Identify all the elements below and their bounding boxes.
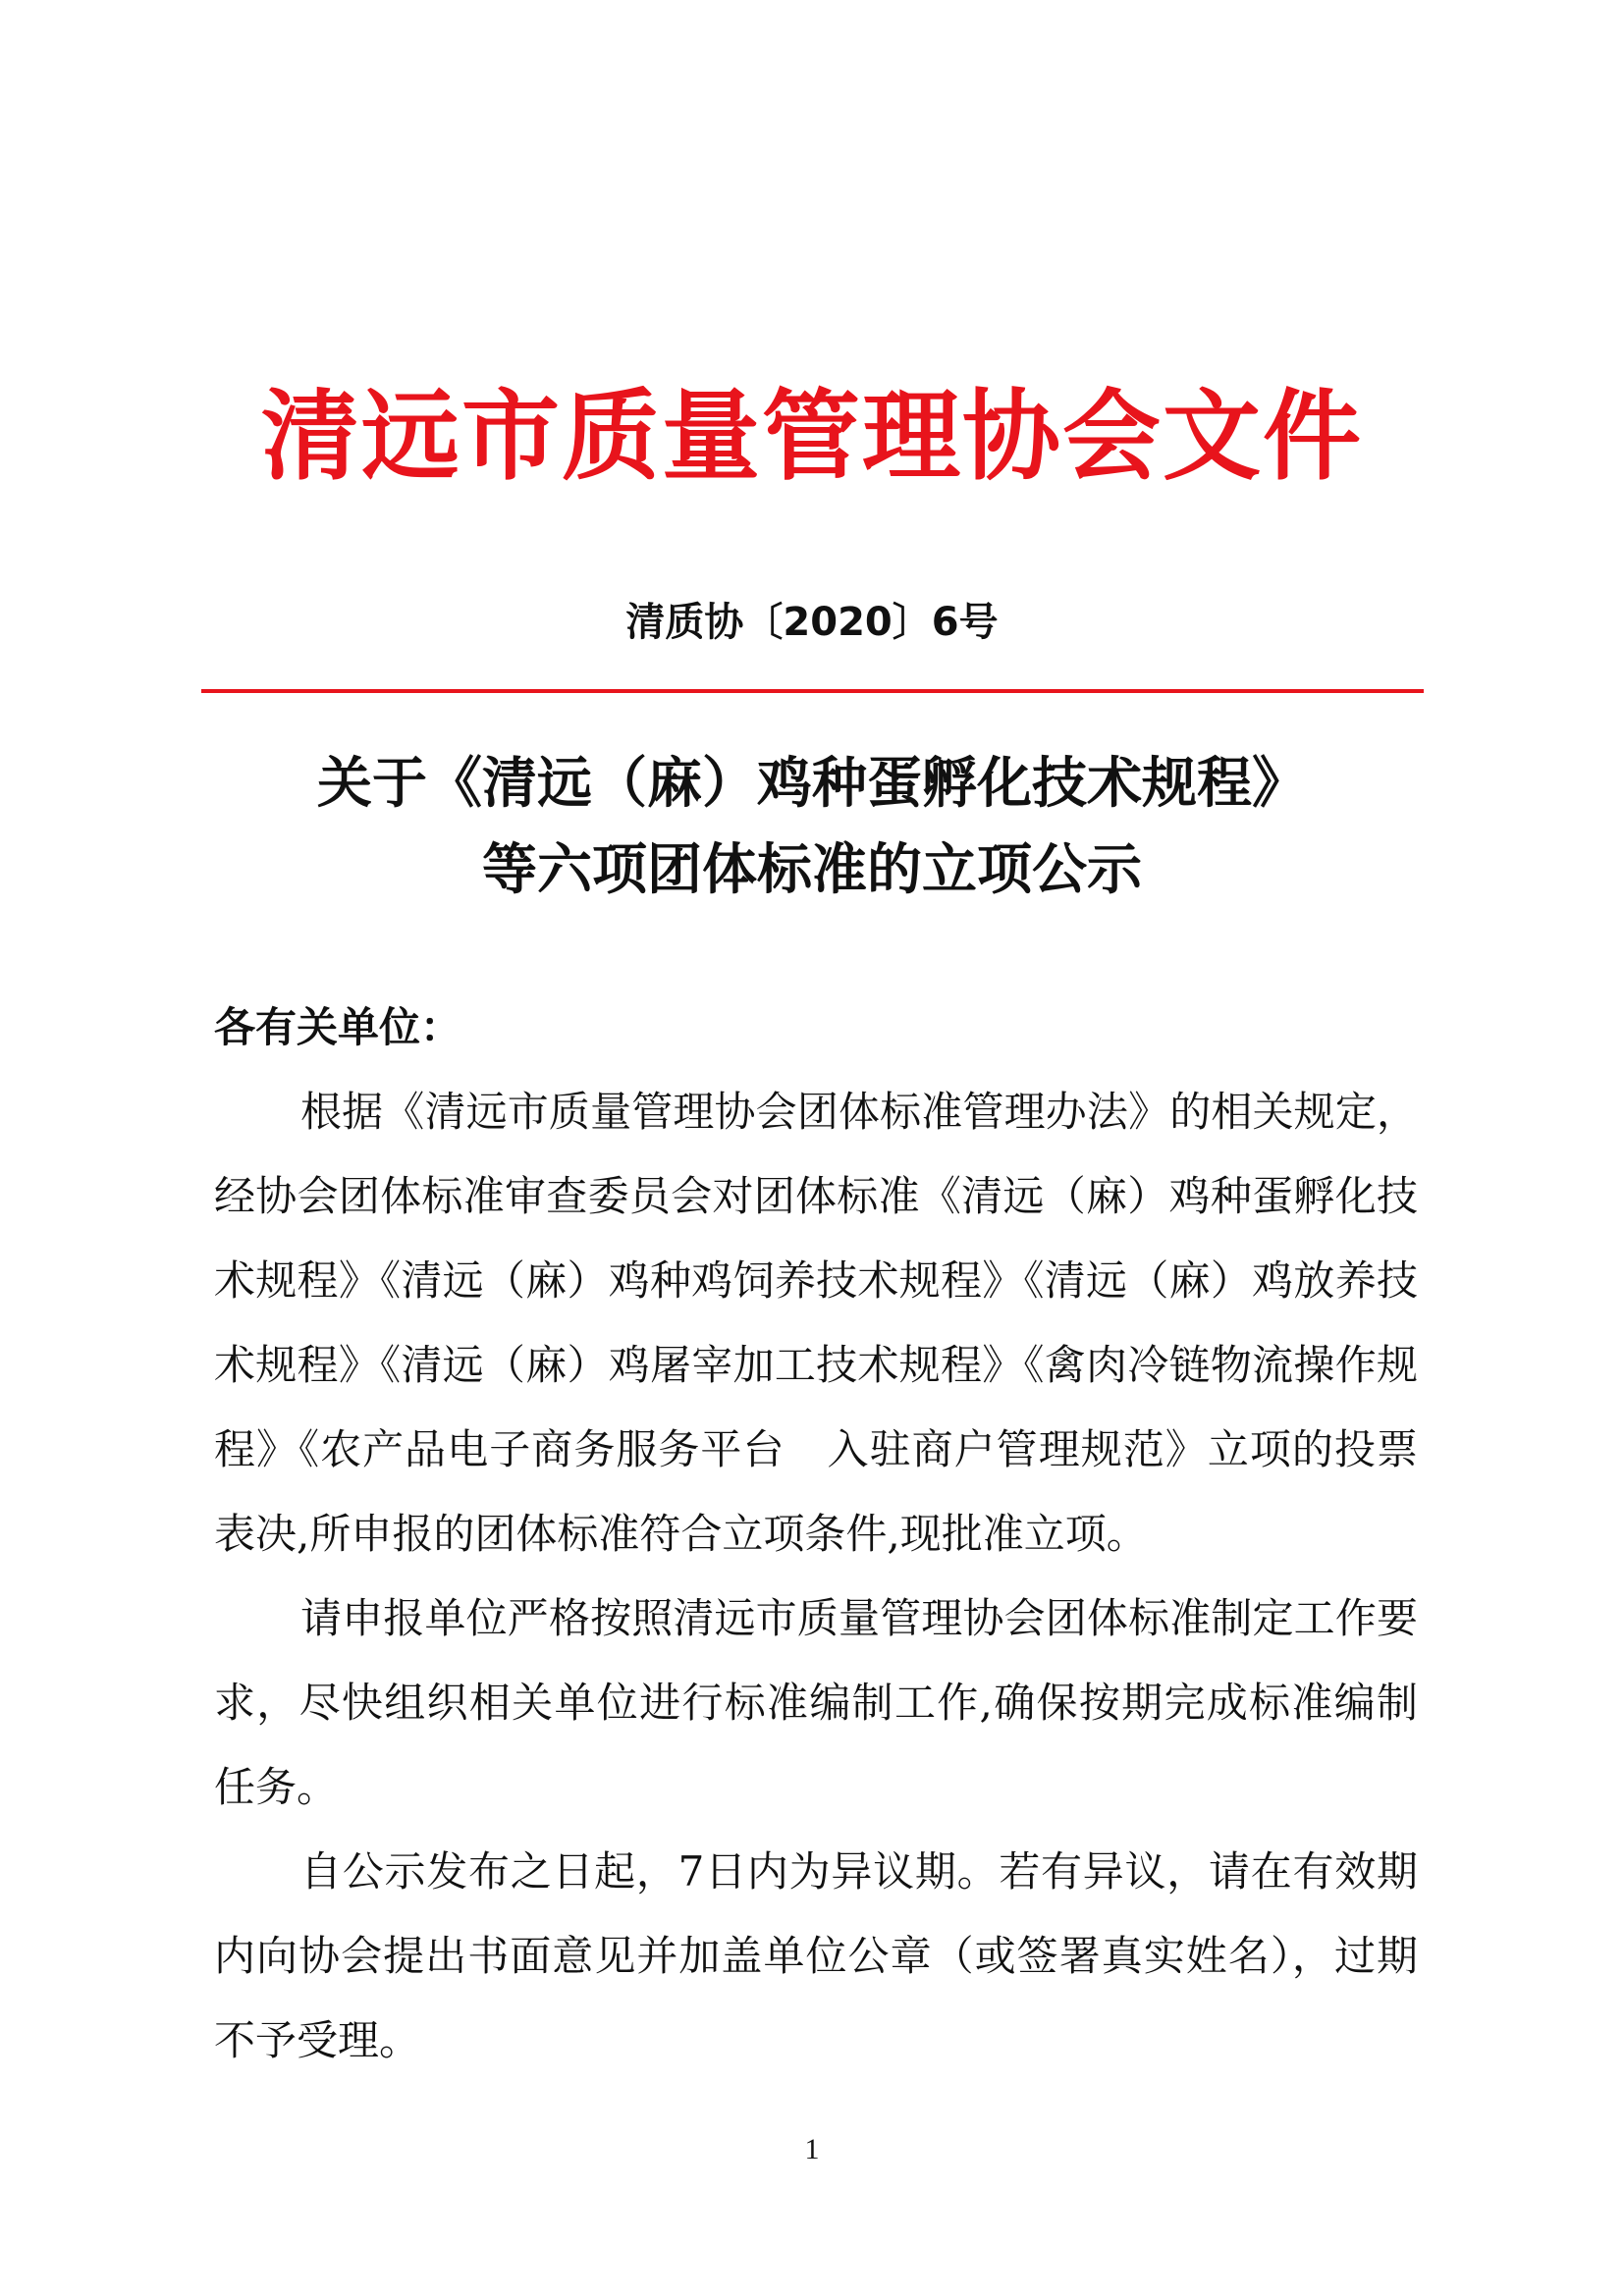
document-header-title: 清远市质量管理协会文件 xyxy=(261,379,1363,494)
subject-line-2: 等六项团体标准的立项公示 xyxy=(482,838,1142,902)
salutation: 各有关单位： xyxy=(214,1003,462,1051)
red-divider-rule xyxy=(201,689,1424,693)
document-number: 清质协〔2020〕6号 xyxy=(625,600,999,645)
subject-line-1: 关于《清远（麻）鸡种蛋孵化技术规程》 xyxy=(317,752,1307,816)
body-paragraph-1: 根据《清远市质量管理协会团体标准管理办法》的相关规定，经协会团体标准审查委员会对团体标准《清远（麻）鸡种蛋孵化技术规程》《清远（麻）鸡种鸡饲养技术规程》《清远（麻）鸡放养技术规程》《清远（麻）鸡屠宰加工技术规程》《禽肉冷链物流操作规程》《农产品电子商务服务平台 入驻商户管理规范》立项的投票表决,所申报的团体标准符合立项条件,现批准立项。 xyxy=(214,1088,1418,1558)
body-paragraph-3: 自公示发布之日起，7日内为异议期。若有异议，请在有效期内向协会提出书面意见并加盖单位公章（或签署真实姓名），过期不予受理。 xyxy=(214,1847,1418,2064)
body-paragraph-2: 请申报单位严格按照清远市质量管理协会团体标准制定工作要求，尽快组织相关单位进行标准编制工作,确保按期完成标准编制任务。 xyxy=(214,1594,1418,1811)
page-number: 1 xyxy=(804,2133,820,2165)
document-body xyxy=(214,1070,1418,2083)
document-subject xyxy=(0,741,1624,914)
